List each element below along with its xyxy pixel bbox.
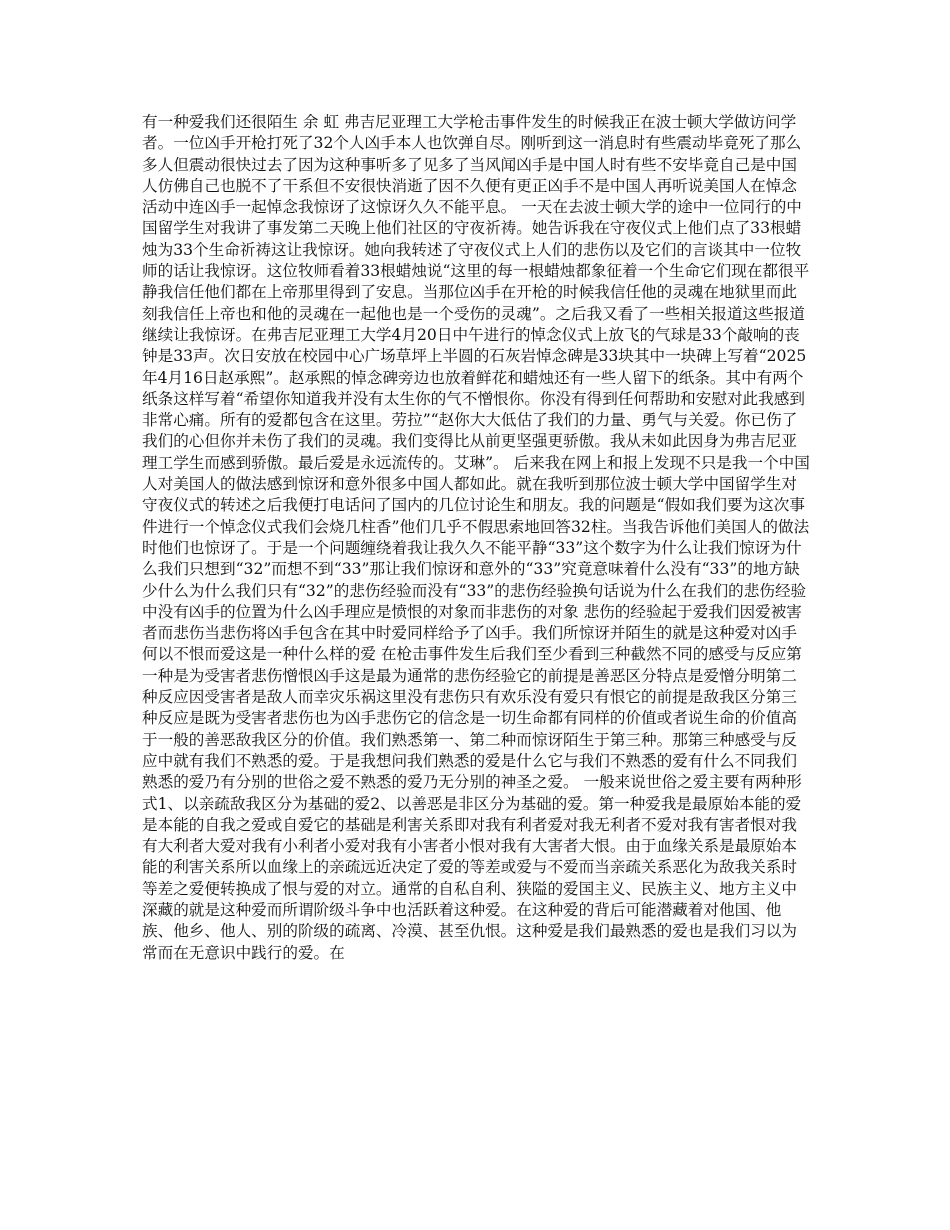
article-body-text: 有一种爱我们还很陌生 余 虹 弗吉尼亚理工大学枪击事件发生的时候我正在波士顿大学做访问学者。一位凶手开枪打死了32个人凶手本人也饮弹自尽。刚听到这一消息时有些震动毕竟死了那么多人但震动很快过去了因为这种事听多了见多了当风闻凶手是中国人时有些不安毕竟自己是中国人仿佛自己也脱不了干系但不安很快消逝了因不久便有更正凶手不是中国人再听说美国人在悼念活动中连凶手一起悼念我惊讶了这惊讶久久不能平息。 一天在去波士顿大学的途中一位同行的中国留学生对我讲了事发第二天晚上他们社区的守夜祈祷。她告诉我在守夜仪式上他们点了33根蜡烛为33个生命祈祷这让我惊讶。她向我转述了守夜仪式上人们的悲伤以及它们的言谈其中一位牧师的话让我惊讶。这位牧师看着33根蜡烛说“这里的每一根蜡烛都象征着一个生命它们现在都很平静我信任他们都在上帝那里得到了安息。当那位凶手在开枪的时候我信任他的灵魂在地狱里而此刻我信任上帝也和他的灵魂在一起他也是一个受伤的灵魂”。之后我又看了一些相关报道这些报道继续让我惊讶。在弗吉尼亚理工大学4月20日中午进行的悼念仪式上放飞的气球是33个敲响的丧钟是33声。次日安放在校园中心广场草坪上半圆的石灰岩悼念碑是33块其中一块碑上写着“2025年4月16日赵承熙”。赵承熙的悼念碑旁边也放着鲜花和蜡烛还有一些人留下的纸条。其中有两个纸条这样写着“希望你知道我并没有太生你的气不憎恨你。你没有得到任何帮助和安慰对此我感到非常心痛。所有的爱都包含在这里。劳拉”“赵你大大低估了我们的力量、勇气与关爱。你已伤了我们的心但你并未伤了我们的灵魂。我们变得比从前更坚强更骄傲。我从未如此因身为弗吉尼亚理工学生而感到骄傲。最后爱是永远流传的。艾琳”。 后来我在网上和报上发现不只是我一个中国人对美国人的做法感到惊讶和意外很多中国人都如此。就在我听到那位波士顿大学中国留学生对守夜仪式的转述之后我便打电话问了国内的几位讨论生和朋友。我的问题是“假如我们要为这次事件进行一个悼念仪式我们会烧几柱香”他们几乎不假思索地回答32柱。当我告诉他们美国人的做法时他们也惊讶了。于是一个问题缠绕着我让我久久不能平静“33”这个数字为什么让我们惊讶为什么我们只想到“32”而想不到“33”那让我们惊讶和意外的“33”究竟意味着什么没有“33”的地方缺少什么为什么我们只有“32”的悲伤经验而没有“33”的悲伤经验换句话说为什么在我们的悲伤经验中没有凶手的位置为什么凶手理应是愤恨的对象而非悲伤的对象 悲伤的经验起于爱我们因爱被害者而悲伤当悲伤将凶手包含在其中时爱同样给予了凶手。我们所惊讶并陌生的就是这种爱对凶手何以不恨而爱这是一种什么样的爱 在枪击事件发生后我们至少看到三种截然不同的感受与反应第一种是为受害者悲伤憎恨凶手这是最为通常的悲伤经验它的前提是善恶区分特点是爱憎分明第二种反应因受害者是敌人而幸灾乐祸这里没有悲伤只有欢乐没有爱只有恨它的前提是敌我区分第三种反应是既为受害者悲伤也为凶手悲伤它的信念是一切生命都有同样的价值或者说生命的价值高于一般的善恶敌我区分的价值。我们熟悉第一、第二种而惊讶陌生于第三种。那第三种感受与反应中就有我们不熟悉的爱。于是我想问我们熟悉的爱是什么它与我们不熟悉的爱有什么不同我们熟悉的爱乃有分别的世俗之爱不熟悉的爱乃无分别的神圣之爱。 一般来说世俗之爱主要有两种形式1、以亲疏敌我区分为基础的爱2、以善恶是非区分为基础的爱。第一种爱我是最原始本能的爱是本能的自我之爱或自爱它的基础是利害关系即对我有利者爱对我无利者不爱对我有害者恨对我有大利者大爱对我有小利者小爱对我有小害者小恨对我有大害者大恨。由于血缘关系是最原始本能的利害关系所以血缘上的亲疏远近决定了爱的等差或爱与不爱而当亲疏关系恶化为敌我关系时等差之爱便转换成了恨与爱的对立。通常的自私自利、狭隘的爱国主义、民族主义、地方主义中深藏的就是这种爱而所谓阶级斗争中也活跃着这种爱。在这种爱的背后可能潜藏着对他国、他族、他乡、他人、别的阶级的疏离、冷漠、甚至仇恨。这种爱是我们最熟悉的爱也是我们习以为常而在无意识中践行的爱。在 [142,113,810,962]
document-page [142,112,810,964]
